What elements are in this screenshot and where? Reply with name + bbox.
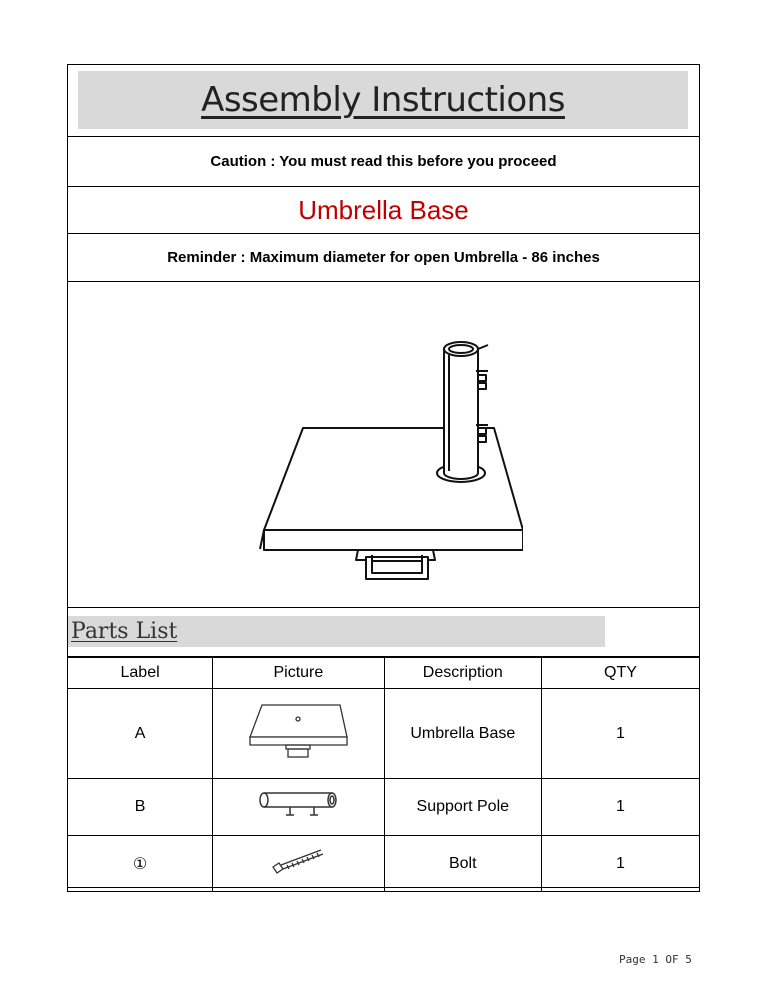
part-label: A bbox=[68, 689, 213, 779]
part-picture bbox=[213, 836, 384, 892]
part-description: Bolt bbox=[384, 836, 541, 892]
part-label: B bbox=[68, 779, 213, 836]
column-header: Label bbox=[68, 658, 213, 689]
reminder-notice: Reminder : Maximum diameter for open Umbrella - 86 inches bbox=[68, 234, 699, 282]
parts-table bbox=[67, 657, 700, 892]
page-title: Assembly Instructions bbox=[201, 80, 565, 120]
part-qty: 1 bbox=[541, 779, 699, 836]
part-description: Umbrella Base bbox=[384, 689, 541, 779]
part-picture bbox=[213, 779, 384, 836]
support-pole-icon bbox=[258, 790, 338, 820]
table-row bbox=[68, 689, 700, 779]
column-header: Picture bbox=[213, 658, 384, 689]
instruction-sheet bbox=[67, 64, 700, 888]
table-row bbox=[68, 836, 700, 892]
caution-notice: Caution : You must read this before you proceed bbox=[68, 137, 699, 187]
umbrella-base-part-icon bbox=[248, 703, 348, 759]
parts-list-band bbox=[68, 616, 605, 647]
product-name: Umbrella Base bbox=[68, 187, 699, 234]
title-band bbox=[78, 71, 688, 129]
column-header: Description bbox=[384, 658, 541, 689]
part-label: ① bbox=[68, 836, 213, 892]
page-number: Page 1 OF 5 bbox=[619, 953, 692, 966]
part-picture bbox=[213, 689, 384, 779]
part-qty: 1 bbox=[541, 836, 699, 892]
table-row bbox=[68, 779, 700, 836]
part-description: Support Pole bbox=[384, 779, 541, 836]
parts-list-heading-row bbox=[68, 608, 699, 657]
product-illustration bbox=[68, 282, 699, 608]
bolt-icon bbox=[271, 847, 325, 875]
title-row bbox=[68, 65, 699, 137]
part-qty: 1 bbox=[541, 689, 699, 779]
umbrella-base-assembled-icon bbox=[248, 337, 523, 582]
table-header-row bbox=[68, 658, 700, 689]
column-header: QTY bbox=[541, 658, 699, 689]
parts-list-heading: Parts List bbox=[71, 619, 178, 644]
